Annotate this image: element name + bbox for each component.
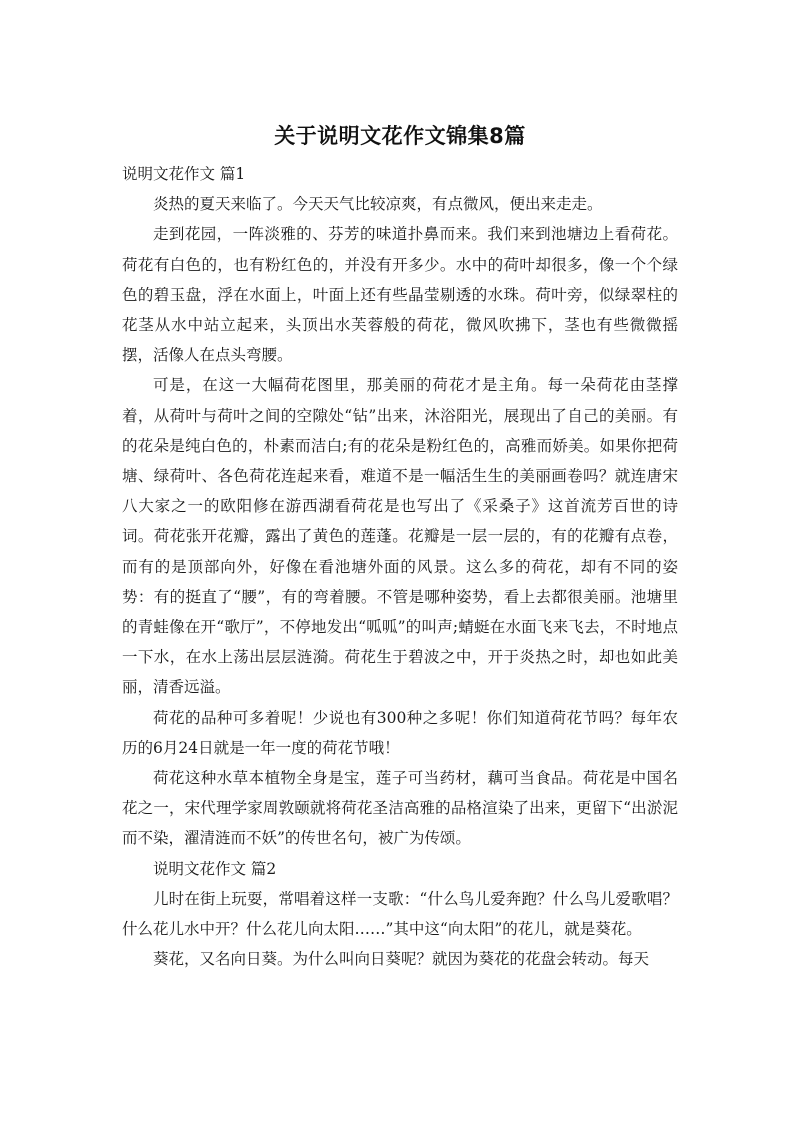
paragraph: 葵花，又名向日葵。为什么叫向日葵呢？就因为葵花的花盘会转动。每天 (153, 950, 650, 969)
paragraph: 荷花的品种可多着呢！少说也有300种之多呢！你们知道荷花节吗？每年农历的6月24日就是一年一度的荷花节哦！ (122, 708, 678, 757)
document-body (122, 159, 678, 974)
paragraph: 炎热的夏天来临了。今天天气比较凉爽，有点微风，便出来走走。 (153, 195, 603, 214)
section-heading-2: 说明文花作文 篇2 (153, 859, 277, 878)
section-heading-1: 说明文花作文 篇1 (122, 165, 246, 183)
paragraph: 可是，在这一大幅荷花图里，那美丽的荷花才是主角。每一朵荷花由茎撑着，从荷叶与荷叶之间的空隙处“钻”出来，沐浴阳光，展现出了自己的美丽。有的花朵是纯白色的，朴素而洁白;有的花朵是粉红色的，高雅而娇美。如果你把荷塘、绿荷叶、各色荷花连起来看，难道不是一幅活生生的美丽画卷吗？就连唐宋八大家之一的欧阳修在游西湖看荷花是也写出了《采桑子》这首流芳百世的诗词。荷花张开花瓣，露出了黄色的莲蓬。花瓣是一层一层的，有的花瓣有点卷，而有的是顶部向外，好像在看池塘外面的风景。这么多的荷花，却有不同的姿势：有的挺直了“腰”，有的弯着腰。不管是哪种姿势，看上去都很美丽。池塘里的青蛙像在开“歌厅”，不停地发出“呱呱”的叫声;蜻蜓在水面飞来飞去，不时地点一下水，在水上荡出层层涟漪。荷花生于碧波之中，开于炎热之时，却也如此美丽，清香远溢。 (122, 376, 678, 697)
paragraph: 荷花这种水草本植物全身是宝，莲子可当药材，藕可当食品。荷花是中国名花之一，宋代理学家周敦颐就将荷花圣洁高雅的品格渲染了出来，更留下“出淤泥而不染，濯清涟而不妖”的传世名句，被广为传颂。 (122, 769, 678, 848)
document-title: 关于说明文花作文锦集8篇 (274, 124, 526, 148)
paragraph: 走到花园，一阵淡雅的、芬芳的味道扑鼻而来。我们来到池塘边上看荷花。荷花有白色的，也有粉红色的，并没有开多少。水中的荷叶却很多，像一个个绿色的碧玉盘，浮在水面上，叶面上还有些晶莹剔透的水珠。荷叶旁，似绿翠柱的花茎从水中站立起来，头顶出水芙蓉般的荷花，微风吹拂下，茎也有些微微摇摆，活像人在点头弯腰。 (122, 225, 678, 365)
paragraph: 儿时在街上玩耍，常唱着这样一支歌：“什么鸟儿爱奔跑？什么鸟儿爱歌唱？什么花儿水中开？什么花儿向太阳……”其中这“向太阳”的花儿，就是葵花。 (122, 889, 678, 939)
